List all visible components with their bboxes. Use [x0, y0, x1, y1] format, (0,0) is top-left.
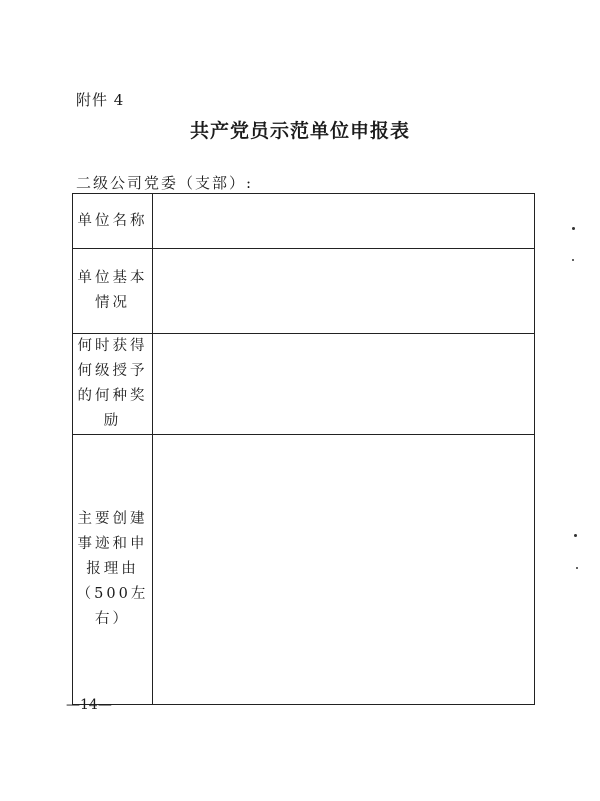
main-deeds-field[interactable] — [153, 435, 535, 705]
table-row — [73, 194, 535, 249]
unit-name-field[interactable] — [153, 194, 535, 249]
table-row — [73, 435, 535, 705]
document-title: 共产党员示范单位申报表 — [189, 120, 410, 142]
scan-speck — [572, 227, 575, 230]
awards-label: 何时获得 何级授予 的何种奖 励 — [73, 334, 153, 435]
committee-field-label: 二级公司党委（支部）: — [76, 174, 254, 192]
scan-speck — [574, 534, 577, 537]
unit-basic-info-field[interactable] — [153, 249, 535, 334]
awards-field[interactable] — [153, 334, 535, 435]
unit-name-label: 单位名称 — [73, 194, 153, 249]
scan-speck — [576, 567, 578, 569]
main-deeds-label: 主要创建 事迹和申 报理由 （500左 右） — [73, 435, 153, 705]
table-row — [73, 334, 535, 435]
unit-basic-info-label: 单位基本 情况 — [73, 249, 153, 334]
table-row — [73, 249, 535, 334]
application-form-table — [72, 193, 535, 705]
attachment-label: 附件 4 — [76, 91, 125, 109]
page-number: —14— — [66, 697, 112, 713]
scan-speck — [572, 259, 574, 261]
